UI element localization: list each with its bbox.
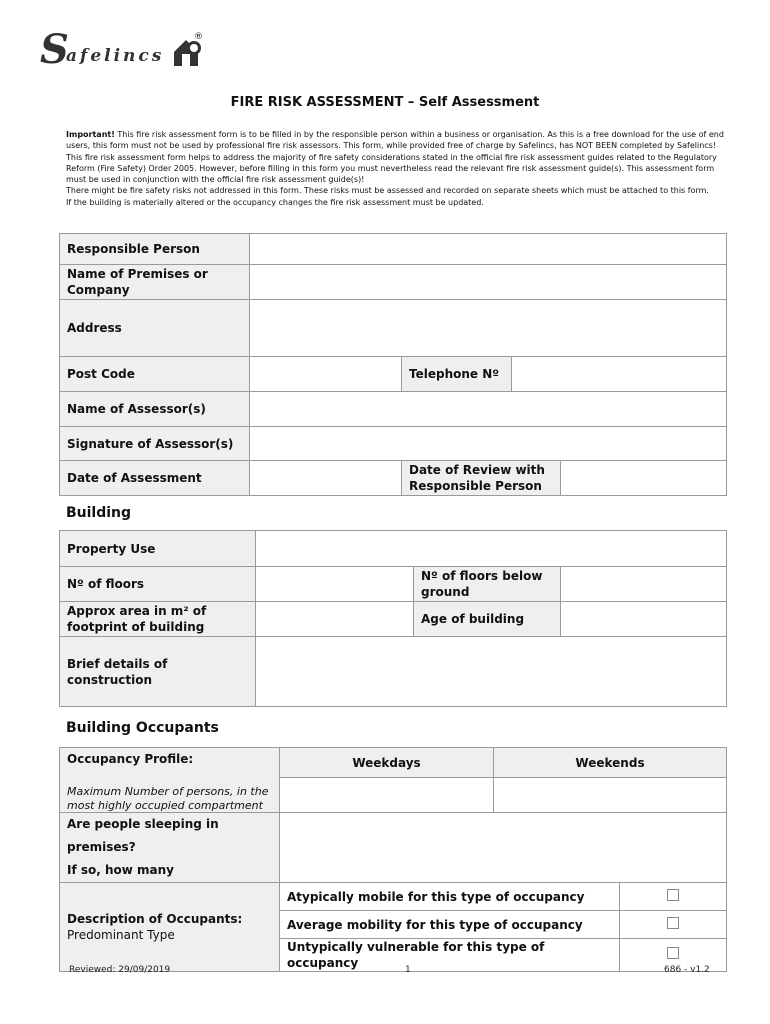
assessor-signature-label: Signature of Assessor(s) — [60, 427, 250, 461]
telephone-label: Telephone Nº — [402, 357, 512, 392]
assessor-name-label: Name of Assessor(s) — [60, 392, 250, 427]
assessor-name-field[interactable] — [250, 392, 727, 427]
area-field[interactable] — [256, 602, 414, 637]
option-untypically-vulnerable: Untypically vulnerable for this type of occupancy — [280, 939, 620, 972]
intro-paragraph-1: This fire risk assessment form is to be filled in by the responsible person within a business or organisation. As this is a free download for the use of end users, this form must not be used by professional fire risk assessors. This form, while provided free of charge by Safelincs, has NOT BEEN completed by Safelincs! This fire risk assessment form helps to address the majority of fire safety considerations stated in the official fire risk assessment guides related to the Regulatory Reform (Fire Safety) Order 2005. However, before filling in this form you must nevertheless read the relevant fire risk assessment guide(s). This assessment form must be used in conjunction with the official fire risk assessment guide(s)! — [66, 130, 724, 185]
predominant-label: Predominant Type — [67, 928, 175, 942]
description-cell — [60, 883, 280, 972]
description-label: Description of Occupants: — [67, 912, 243, 926]
occupancy-profile-cell — [60, 748, 280, 813]
checkbox-average-mobility[interactable] — [620, 911, 727, 939]
weekends-field[interactable] — [494, 778, 727, 813]
footer-page-number: 1 — [405, 965, 411, 975]
intro-text — [66, 129, 726, 208]
premises-field[interactable] — [250, 265, 727, 300]
address-field[interactable] — [250, 300, 727, 357]
max-persons-label: Maximum Number of persons, in the most highly occupied compartment — [67, 785, 269, 812]
footer-reviewed: Reviewed: 29/09/2019 — [69, 965, 171, 975]
date-review-label: Date of Review with Responsible Person — [402, 461, 561, 496]
date-assessment-label: Date of Assessment — [60, 461, 250, 496]
post-code-field[interactable] — [250, 357, 402, 392]
weekdays-field[interactable] — [280, 778, 494, 813]
sleeping-label: Are people sleeping in premises? — [67, 817, 219, 854]
property-use-field[interactable] — [256, 531, 727, 567]
how-many-label: If so, how many — [67, 863, 175, 877]
weekdays-header: Weekdays — [280, 748, 494, 778]
checkbox-icon[interactable] — [667, 889, 679, 901]
logo-text: afelincs — [66, 46, 165, 66]
occupants-table — [59, 747, 727, 972]
premises-label: Name of Premises or Company — [60, 265, 250, 300]
construction-field[interactable] — [256, 637, 727, 707]
responsible-person-field[interactable] — [250, 234, 727, 265]
checkbox-icon[interactable] — [667, 917, 679, 929]
sleeping-field[interactable] — [280, 813, 727, 883]
property-use-label: Property Use — [60, 531, 256, 567]
weekends-header: Weekends — [494, 748, 727, 778]
logo-initial: S — [40, 26, 69, 73]
building-table — [59, 530, 727, 707]
intro-paragraph-2: There might be fire safety risks not addressed in this form. These risks must be assessed and recorded on separate sheets which must be attached to this form. — [66, 186, 709, 196]
registered-mark: ® — [194, 32, 203, 42]
date-assessment-field[interactable] — [250, 461, 402, 496]
age-field[interactable] — [561, 602, 727, 637]
option-average-mobility: Average mobility for this type of occupancy — [280, 911, 620, 939]
important-label: Important! — [66, 130, 115, 139]
checkbox-icon[interactable] — [667, 947, 679, 959]
address-label: Address — [60, 300, 250, 357]
intro-paragraph-3: If the building is materially altered or the occupancy changes the fire risk assessment must be updated. — [66, 197, 484, 207]
date-review-field[interactable] — [561, 461, 727, 496]
construction-label: Brief details of construction — [60, 637, 256, 707]
building-heading: Building — [66, 505, 132, 521]
sleeping-cell — [60, 813, 280, 883]
responsible-person-label: Responsible Person — [60, 234, 250, 265]
details-table — [59, 233, 727, 496]
safelincs-logo — [40, 26, 220, 74]
checkbox-atypically-mobile[interactable] — [620, 883, 727, 911]
footer-code: 686 - v1.2 — [664, 965, 710, 975]
floors-label: Nº of floors — [60, 567, 256, 602]
assessor-signature-field[interactable] — [250, 427, 727, 461]
floors-below-field[interactable] — [561, 567, 727, 602]
area-label: Approx area in m² of footprint of building — [60, 602, 256, 637]
occupants-heading: Building Occupants — [66, 720, 219, 736]
floors-below-label: Nº of floors below ground — [414, 567, 561, 602]
occupancy-profile-label: Occupancy Profile: — [67, 752, 194, 766]
floors-field[interactable] — [256, 567, 414, 602]
post-code-label: Post Code — [60, 357, 250, 392]
age-label: Age of building — [414, 602, 561, 637]
page-title: FIRE RISK ASSESSMENT – Self Assessment — [230, 95, 540, 110]
option-atypically-mobile: Atypically mobile for this type of occupancy — [280, 883, 620, 911]
telephone-field[interactable] — [512, 357, 727, 392]
